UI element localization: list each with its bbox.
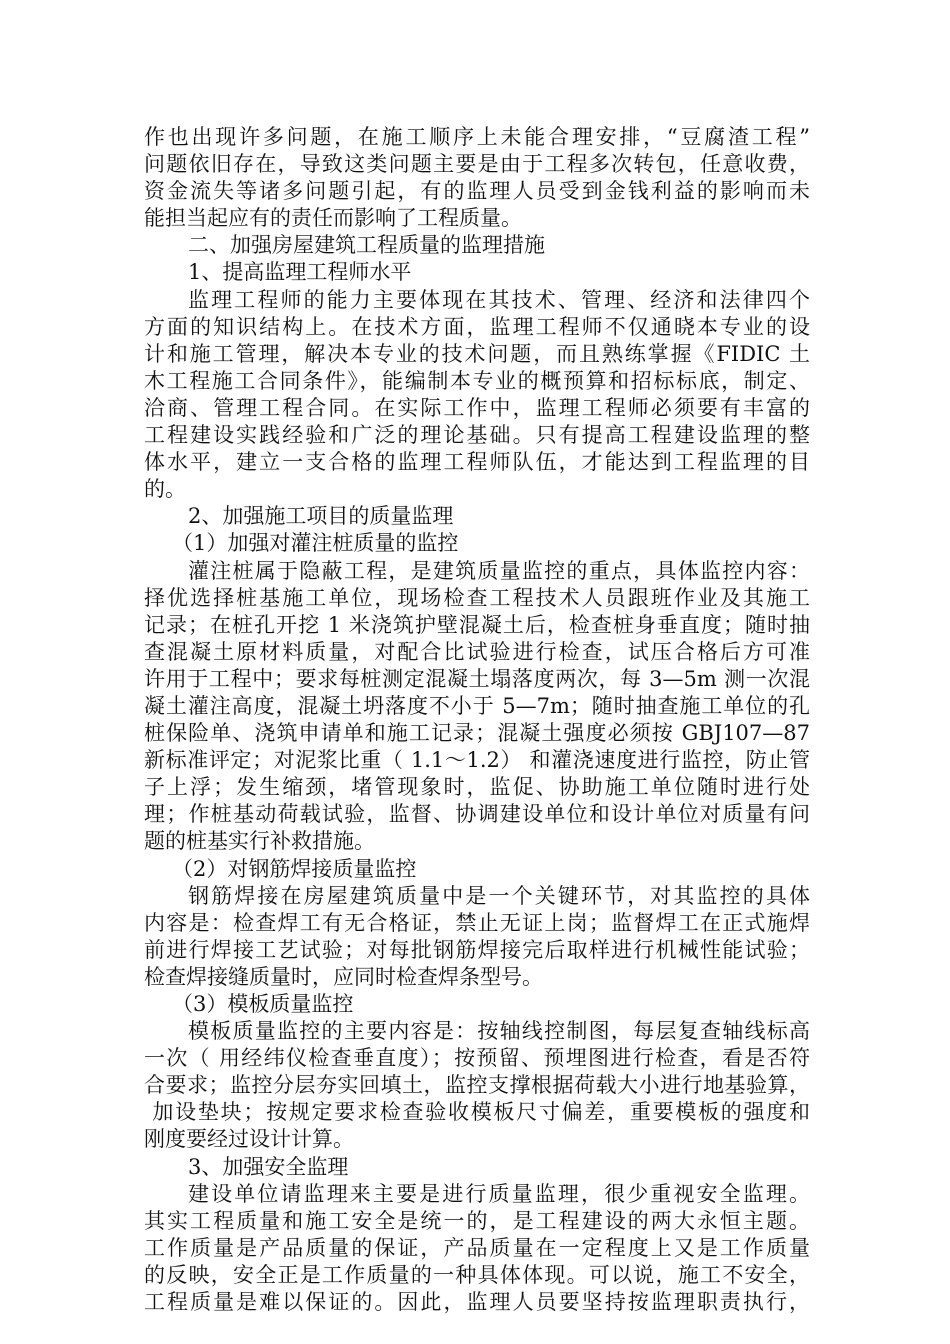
text-line: 桩保险单、浇筑申请单和施工记录；混凝土强度必须按 GBJ107—87 [144,721,810,746]
text-line: 子上浮；发生缩颈，堵管现象时，监促、协助施工单位随时进行处 [144,775,810,800]
text-line: 灌注桩属于隐蔽工程，是建筑质量监控的重点，具体监控内容： [188,558,810,583]
text-line: 工作质量是产品质量的保证，产品质量在一定程度上又是工作质量 [144,1235,810,1260]
text-line: （3）模板质量监控 [172,992,354,1016]
text-line: 查混凝土原材料质量，对配合比试验进行检查，试压合格后方可准 [144,639,810,664]
text-line: 检查焊接缝质量时，应同时检查焊条型号。 [144,964,543,989]
document-page [144,124,810,1316]
text-line: 工程质量是难以保证的。因此，监理人员要坚持按监理职责执行， [144,1290,810,1315]
text-line: 3、加强安全监理 [188,1154,349,1179]
text-line: 理；作桩基动荷载试验，监督、协调建设单位和设计单位对质量有问 [144,802,810,827]
text-line: （1）加强对灌注桩质量的监控 [172,531,459,556]
text-line: 二、加强房屋建筑工程质量的监理措施 [188,233,545,258]
text-line: 计和施工管理，解决本专业的技术问题，而且熟练掌握《FIDIC 土 [144,341,810,366]
text-line: 资金流失等诸多问题引起，有的监理人员受到金钱利益的影响而未 [144,179,810,204]
text-line: 加设垫块；按规定要求检查验收模板尺寸偏差，重要模板的强度和 [144,1100,810,1125]
text-line: 择优选择桩基施工单位，现场检查工程技术人员跟班作业及其施工 [144,585,810,610]
text-line: 一次（ 用经纬仪检查垂直度）；按预留、预埋图进行检查，看是否符 [144,1046,810,1071]
text-line: 的反映，安全正是工作质量的一种具体体现。可以说，施工不安全， [144,1262,810,1287]
text-line: 洽商、管理工程合同。在实际工作中，监理工程师必须要有丰富的 [144,395,810,420]
text-line: 体水平，建立一支合格的监理工程师队伍，才能达到工程监理的目 [144,450,810,475]
text-line: 的。 [144,477,186,502]
text-line: 模板质量监控的主要内容是：按轴线控制图，每层复查轴线标高 [188,1019,810,1044]
text-line: 1、提高监理工程师水平 [188,260,412,285]
text-line: （2）对钢筋焊接质量监控 [172,856,417,881]
text-line: 木工程施工合同条件》，能编制本专业的概预算和招标标底，制定、 [144,368,810,393]
text-line: 钢筋焊接在房屋建筑质量中是一个关键环节，对其监控的具体 [188,883,810,908]
text-line: 2、加强施工项目的质量监理 [188,504,454,529]
text-line: 其实工程质量和施工安全是统一的，是工程建设的两大永恒主题。 [144,1208,810,1233]
text-line: 新标准评定；对泥浆比重（ 1.1～1.2） 和灌浇速度进行监控，防止管 [144,748,810,773]
text-line: 建设单位请监理来主要是进行质量监理，很少重视安全监理。 [188,1181,810,1206]
text-line: 监理工程师的能力主要体现在其技术、管理、经济和法律四个 [188,287,810,312]
text-line: 题的桩基实行补救措施。 [144,829,375,854]
text-line: 工程建设实践经验和广泛的理论基础。只有提高工程建设监理的整 [144,423,810,448]
text-line: 记录；在桩孔开挖 1 米浇筑护壁混凝土后，检查桩身垂直度；随时抽 [144,612,810,637]
text-line: 能担当起应有的责任而影响了工程质量。 [144,206,522,231]
text-line: 凝土灌注高度，混凝土坍落度不小于 5—7m；随时抽查施工单位的孔 [144,693,810,718]
text-line: 前进行焊接工艺试验；对每批钢筋焊接完后取样进行机械性能试验； [144,937,810,962]
text-line: 内容是：检查焊工有无合格证，禁止无证上岗；监督焊工在正式施焊 [144,910,810,935]
text-line: 合要求；监控分层夯实回填土，监控支撑根据荷载大小进行地基验算， [144,1073,810,1098]
text-line: 许用于工程中；要求每桩测定混凝土塌落度两次，每 3—5m 测一次混 [144,666,810,691]
text-line: 方面的知识结构上。在技术方面，监理工程师不仅通晓本专业的设 [144,314,810,339]
text-line: 刚度要经过设计计算。 [144,1127,354,1152]
text-line: 作也出现许多问题，在施工顺序上未能合理安排，“豆腐渣工程” [144,125,810,149]
text-line: 问题依旧存在，导致这类问题主要是由于工程多次转包，任意收费， [144,152,810,177]
